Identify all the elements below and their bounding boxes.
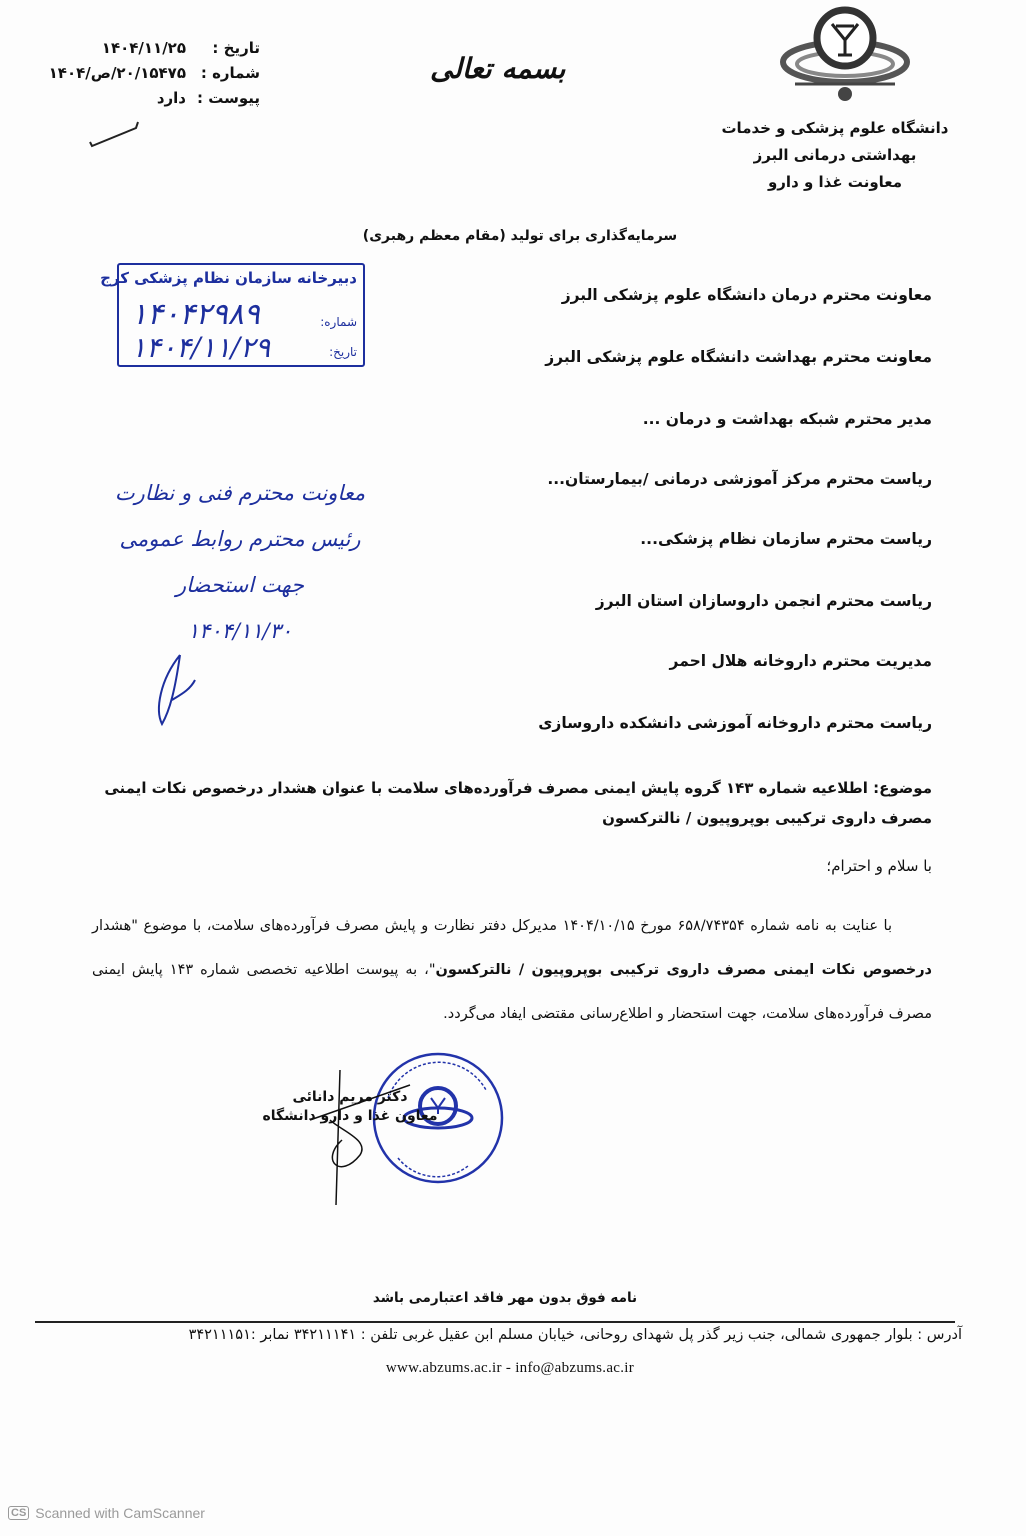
initial-mark-icon [86,118,146,148]
org-line-3: معاونت غذا و دارو [767,173,903,191]
footer-web: www.abzums.ac.ir - info@abzums.ac.ir [385,1360,635,1376]
stamp-number-label: شماره: [320,315,357,329]
handwritten-note [110,470,370,654]
body-part-3: "، به پیوست اطلاعیه تخصصی شماره ۱۴۳ پایش ایمنی مصرف فرآورده‌های سلامت، جهت استحضار و اطلاع‌رسانی مقتضی ایفاد می‌گردد. [92,962,932,1022]
recipient: مدیریت محترم داروخانه هلال احمر [669,652,932,670]
letter-meta [20,36,260,111]
slogan: سرمایه‌گذاری برای تولید (مقام معظم رهبری) [362,228,678,244]
footer-divider [35,1321,955,1323]
body-part-2: درخصوص نکات ایمنی مصرف داروی ترکیبی بوپروپیون / نالترکسون [435,962,932,978]
recipient: ریاست محترم سازمان نظام پزشکی... [640,530,932,548]
handwritten-line-3: جهت استحضار [175,573,305,597]
scanner-text: Scanned with CamScanner [35,1505,205,1521]
number-value: ۲۰/۱۵۴۷۵/ص/۱۴۰۴ [48,64,186,82]
camscanner-logo-icon: CS [8,1506,29,1520]
validity-note: نامه فوق بدون مهر فاقد اعتبارمی باشد [372,1290,638,1306]
recipient: مدیر محترم شبکه بهداشت و درمان ... [642,410,932,428]
recipient: ریاست محترم مرکز آموزشی درمانی /بیمارستان... [547,470,932,488]
greeting: با سلام و احترام؛ [826,857,932,875]
stamp-date-label: تاریخ: [329,345,357,359]
stamp-number-value: ۱۴۰۴۲۹۸۹ [131,297,260,332]
scanner-watermark [8,1505,205,1521]
stamp-title: دبیرخانه سازمان نظام پزشکی کرج [100,269,357,287]
handwritten-date: ۱۴۰۴/۱۱/۳۰ [187,619,293,643]
org-line-1: دانشگاه علوم پزشکی و خدمات [721,119,949,137]
basmala: بسمه تعالی [430,52,566,85]
body-part-1: با عنایت به نامه شماره ۶۵۸/۷۴۳۵۴ مورخ ۱۴۰۴/۱۰/۱۵ مدیرکل دفتر نظارت و پایش مصرف فرآورده‌های سلامت، با موضوع "هشدار [92,918,892,934]
handwritten-line-2: رئیس محترم روابط عمومی [119,527,361,551]
date-row [20,36,260,61]
signatory-title: معاون غذا و دارو دانشگاه [262,1108,438,1124]
number-label: شماره : [200,64,260,82]
registration-stamp [100,263,365,367]
org-line-2: بهداشتی درمانی البرز [753,146,917,164]
handwritten-line-1: معاونت محترم فنی و نظارت [114,481,366,505]
signature-scribble-icon [300,1060,420,1210]
organization-name [700,115,970,196]
recipient: معاونت محترم درمان دانشگاه علوم پزشکی البرز [561,286,932,304]
date-label: تاریخ : [212,39,260,57]
letter-body [92,904,932,1036]
attachment-value: دارد [156,89,186,107]
handwritten-signature-icon [150,650,200,730]
subject: موضوع: اطلاعیه شماره ۱۴۳ گروه پایش ایمنی مصرف فرآورده‌های سلامت با عنوان هشدار درخصوص نکات ایمنی مصرف داروی ترکیبی بوپروپیون / نالترکسون [104,779,932,827]
recipient: ریاست محترم داروخانه آموزشی دانشکده داروسازی [538,714,932,732]
attachment-row [20,86,260,111]
recipient: معاونت محترم بهداشت دانشگاه علوم پزشکی البرز [545,348,932,366]
attachment-label: پیوست : [196,89,260,107]
stamp-date-value: ۱۴۰۴/۱۱/۲۹ [131,331,271,364]
university-logo-icon [770,4,920,104]
number-row [20,61,260,86]
footer-address: آدرس : بلوار جمهوری شمالی، جنب زیر گذر پل شهدای روحانی، خیابان مسلم ابن عقیل غربی تلفن : ۳۴۲۱۱۱۴۱ نمابر :۳۴۲۱۱۱۵۱ [188,1327,962,1343]
date-value: ۱۴۰۴/۱۱/۲۵ [101,39,186,57]
recipient: ریاست محترم انجمن داروسازان استان البرز [595,592,932,610]
signatory-name: دکتر مریم دانائی [292,1089,408,1105]
